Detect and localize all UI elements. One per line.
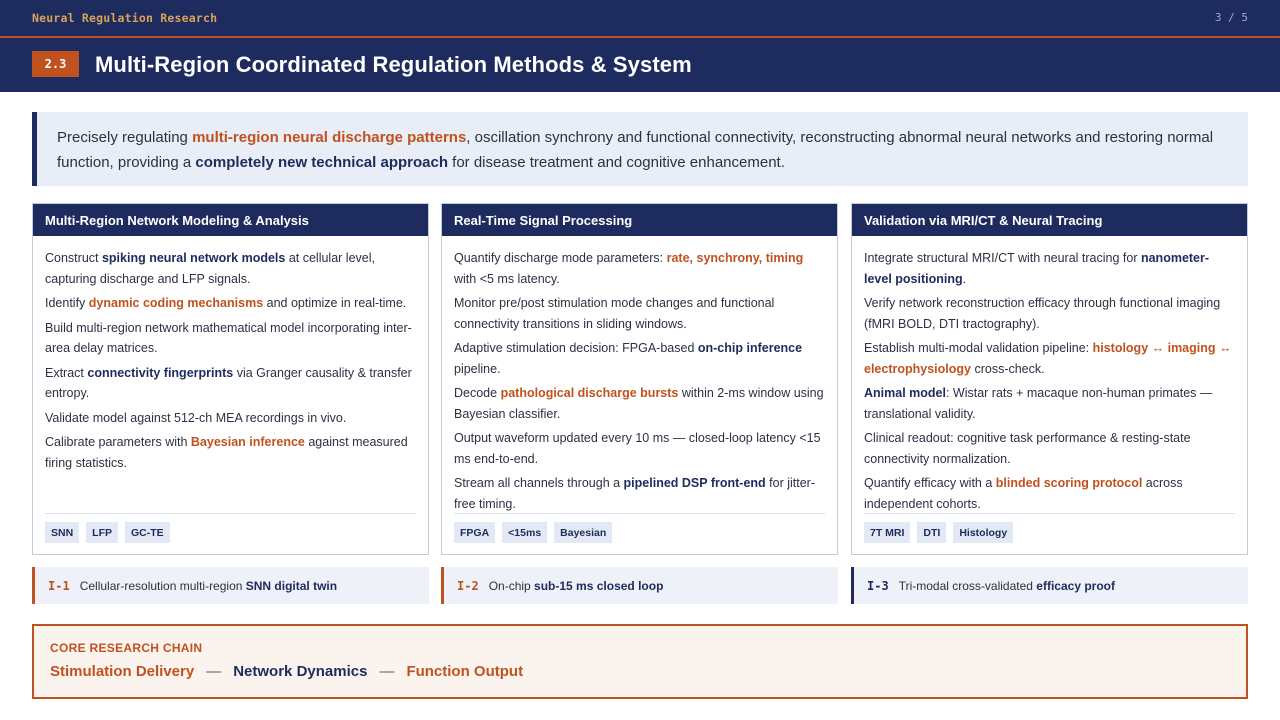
chain-step: Network Dynamics <box>233 663 368 680</box>
intro-highlight: multi-region neural discharge patterns <box>192 129 467 146</box>
tag: 7T MRI <box>864 522 910 543</box>
indicator-text: Tri-modal cross-validated efficacy proof <box>898 578 1115 593</box>
card-item: Monitor pre/post stimulation mode changes and functional connectivity transitions in sliding windows. <box>454 296 775 331</box>
indicator-text: On-chip sub-15 ms closed loop <box>488 578 664 593</box>
page-number: 3 / 5 <box>1214 11 1248 24</box>
card-title: Multi-Region Network Modeling & Analysis <box>33 204 428 236</box>
indicator-code: I-1 <box>48 578 70 593</box>
indicator-i3 <box>851 567 1248 604</box>
tag: Histology <box>953 522 1013 543</box>
card-item: Decode pathological discharge bursts within 2-ms window using Bayesian classifier. <box>454 386 824 421</box>
chain-separator: — <box>379 663 395 680</box>
card-network-modeling <box>32 203 429 555</box>
card-item: Construct spiking neural network models at cellular level, capturing discharge and LFP signals. <box>45 251 375 286</box>
card-item: Adaptive stimulation decision: FPGA-based on-chip inference pipeline. <box>454 341 803 376</box>
indicator-i1 <box>32 567 429 604</box>
card-signal-processing <box>441 203 838 555</box>
card-title: Real-Time Signal Processing <box>442 204 837 236</box>
card-item: Quantify discharge mode parameters: rate, synchrony, timing with <5 ms latency. <box>454 251 804 286</box>
title-band <box>0 38 1280 92</box>
core-research-chain <box>32 624 1248 699</box>
page-title: Multi-Region Coordinated Regulation Methods & System <box>95 52 692 77</box>
card-item: Build multi-region network mathematical model incorporating inter-area delay matrices. <box>45 320 412 355</box>
tag: SNN <box>45 522 79 543</box>
card-item: Quantify efficacy with a blinded scoring protocol across independent cohorts. <box>864 476 1183 511</box>
card-divider <box>454 513 825 514</box>
card-validation <box>851 203 1248 555</box>
chain-step: Stimulation Delivery <box>50 663 195 680</box>
card-divider <box>864 513 1235 514</box>
card-item: Output waveform updated every 10 ms — closed-loop latency <15 ms end-to-end. <box>454 431 821 466</box>
card-item: Animal model: Wistar rats + macaque non-human primates — translational validity. <box>864 386 1213 421</box>
tag-list <box>864 522 1013 543</box>
indicator-i2 <box>441 567 838 604</box>
indicator-code: I-2 <box>457 578 479 593</box>
tag-list <box>454 522 612 543</box>
card-title: Validation via MRI/CT & Neural Tracing <box>852 204 1247 236</box>
card-item: Calibrate parameters with Bayesian inference against measured firing statistics. <box>45 435 408 470</box>
card-item: Identify dynamic coding mechanisms and optimize in real-time. <box>45 296 407 310</box>
intro-text: , oscillation synchrony and functional connectivity, reconstructing abnormal neural networks and restoring normal function, providing a <box>57 129 1214 171</box>
indicator-text: Cellular-resolution multi-region SNN digital twin <box>79 578 338 593</box>
intro-highlight: completely new technical approach <box>195 154 448 171</box>
intro-callout <box>32 112 1248 186</box>
intro-text: Precisely regulating <box>57 129 193 146</box>
card-item: Establish multi-modal validation pipeline: histology ↔ imaging ↔ electrophysiology cross-check. <box>864 341 1232 376</box>
brand-label: Neural Regulation Research <box>32 11 218 25</box>
card-item: Verify network reconstruction efficacy through functional imaging (fMRI BOLD, DTI tractography). <box>864 296 1221 331</box>
card-item: Integrate structural MRI/CT with neural tracing for nanometer-level positioning. <box>864 251 1210 286</box>
chain-label: CORE RESEARCH CHAIN <box>50 641 203 655</box>
intro-text: for disease treatment and cognitive enhancement. <box>448 154 785 171</box>
tag: FPGA <box>454 522 495 543</box>
chain-steps <box>50 663 1246 680</box>
tag: GC-TE <box>125 522 170 543</box>
card-item: Stream all channels through a pipelined DSP front-end for jitter-free timing. <box>454 476 815 511</box>
tag: <15ms <box>502 522 547 543</box>
tag-list <box>45 522 170 543</box>
card-item: Validate model against 512-ch MEA recordings in vivo. <box>45 410 347 425</box>
tag: Bayesian <box>554 522 612 543</box>
indicator-code: I-3 <box>867 578 889 593</box>
chain-step: Function Output <box>406 663 524 680</box>
chain-separator: — <box>206 663 222 680</box>
section-number-badge: 2.3 <box>32 51 79 77</box>
card-divider <box>45 513 416 514</box>
tag: DTI <box>917 522 946 543</box>
card-item: Clinical readout: cognitive task performance & resting-state connectivity normalization. <box>864 431 1191 466</box>
card-item: Extract connectivity fingerprints via Granger causality & transfer entropy. <box>45 365 412 400</box>
top-bar <box>0 0 1280 36</box>
tag: LFP <box>86 522 118 543</box>
